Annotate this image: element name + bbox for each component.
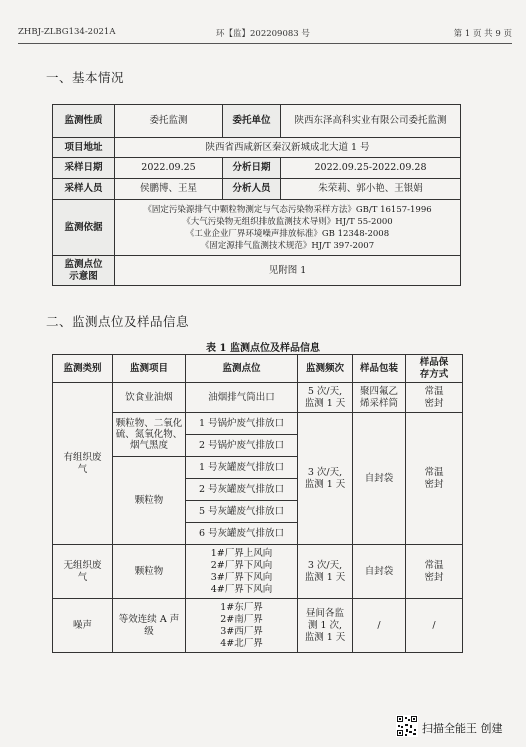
document-number: ZHBJ-ZLBG134-2021A [18, 27, 116, 37]
basis-standards [115, 200, 461, 256]
dust-item: 颗粒物 [113, 457, 186, 545]
header-divider [18, 43, 512, 44]
analyst-label: 分析人员 [223, 179, 281, 200]
unorganized-points: 1#厂界上风向 2#厂界下风向 3#厂界下风向 4#厂界下风向 [186, 545, 298, 599]
page-info: 第 1 页 共 9 页 [453, 29, 512, 39]
sampler-label: 采样人员 [53, 179, 115, 200]
basic-info-table [52, 104, 461, 286]
boiler-point-2: 2 号锅炉废气排放口 [186, 435, 298, 457]
organized-gas-category: 有组织废 气 [53, 383, 113, 545]
basis-line: 《固定污染源排气中颗粒物测定与气态污染物采样方法》GB/T 16157-1996 [143, 204, 432, 215]
nature-value: 委托监测 [115, 105, 223, 138]
unorganized-item: 颗粒物 [113, 545, 186, 599]
client-label: 委托单位 [223, 105, 281, 138]
dust-point-3: 5 号灰罐废气排放口 [186, 501, 298, 523]
section-1-title: 一、基本情况 [46, 70, 125, 85]
sampler-value: 侯鹏博、王星 [115, 179, 223, 200]
lampblack-point: 油烟排气筒出口 [186, 383, 298, 413]
basis-label: 监测依据 [53, 200, 115, 256]
dust-point-2: 2 号灰罐废气排放口 [186, 479, 298, 501]
address-value: 陕西省西咸新区秦汉新城成北大道 1 号 [115, 138, 461, 158]
unorganized-gas-category: 无组织废 气 [53, 545, 113, 599]
dust-point-1: 1 号灰罐废气排放口 [186, 457, 298, 479]
header-frequency: 监测频次 [298, 355, 353, 383]
client-value: 陕西东泽高科实业有限公司委托监测 [281, 105, 461, 138]
diagram-label: 监测点位 示意图 [53, 256, 115, 286]
header-package: 样品包装 [353, 355, 406, 383]
header-point: 监测点位 [186, 355, 298, 383]
qr-code-icon [396, 715, 418, 737]
scanner-watermark [396, 714, 522, 740]
unorganized-frequency: 3 次/天, 监测 1 天 [298, 545, 353, 599]
report-number: 环【监】202209083 号 [216, 29, 310, 39]
boiler-point-1: 1 号锅炉废气排放口 [186, 413, 298, 435]
page-header [18, 27, 512, 41]
scanner-text: 扫描全能王 创建 [422, 722, 503, 735]
noise-category: 噪声 [53, 599, 113, 653]
diagram-value: 见附图 1 [115, 256, 461, 286]
header-storage: 样品保 存方式 [406, 355, 463, 383]
dust-point-4: 6 号灰罐废气排放口 [186, 523, 298, 545]
table-caption: 表 1 监测点位及样品信息 [206, 343, 320, 354]
analyst-value: 朱荣莉、郭小艳、王银娟 [281, 179, 461, 200]
noise-package: / [353, 599, 406, 653]
organized-frequency: 3 次/天, 监测 1 天 [298, 413, 353, 545]
header-item: 监测项目 [113, 355, 186, 383]
lampblack-item: 饮食业油烟 [113, 383, 186, 413]
analysis-date-value: 2022.09.25-2022.09.28 [281, 158, 461, 179]
lampblack-frequency: 5 次/天, 监测 1 天 [298, 383, 353, 413]
noise-storage: / [406, 599, 463, 653]
header-category: 监测类别 [53, 355, 113, 383]
noise-points: 1#东厂界 2#南厂界 3#西厂界 4#北厂界 [186, 599, 298, 653]
analysis-date-label: 分析日期 [223, 158, 281, 179]
sampling-points-table [52, 354, 463, 653]
unorganized-storage: 常温 密封 [406, 545, 463, 599]
nature-label: 监测性质 [53, 105, 115, 138]
lampblack-storage: 常温 密封 [406, 383, 463, 413]
sampling-date-label: 采样日期 [53, 158, 115, 179]
lampblack-package: 聚四氟乙 烯采样筒 [353, 383, 406, 413]
boiler-item: 颗粒物、二氧化 硫、氮氧化物、 烟气黑度 [113, 413, 186, 457]
basis-line: 《固定源排气监测技术规范》HJ/T 397-2007 [200, 240, 375, 251]
organized-storage: 常温 密封 [406, 413, 463, 545]
section-2-title: 二、监测点位及样品信息 [46, 314, 190, 329]
unorganized-package: 自封袋 [353, 545, 406, 599]
basis-line: 《工业企业厂界环境噪声排放标准》GB 12348-2008 [185, 228, 390, 239]
sampling-date-value: 2022.09.25 [115, 158, 223, 179]
noise-frequency: 昼间各监 测 1 次, 监测 1 天 [298, 599, 353, 653]
address-label: 项目地址 [53, 138, 115, 158]
organized-package: 自封袋 [353, 413, 406, 545]
basis-line: 《大气污染物无组织排放监测技术导则》HJ/T 55-2000 [182, 216, 393, 227]
noise-item: 等效连续 A 声级 [113, 599, 186, 653]
